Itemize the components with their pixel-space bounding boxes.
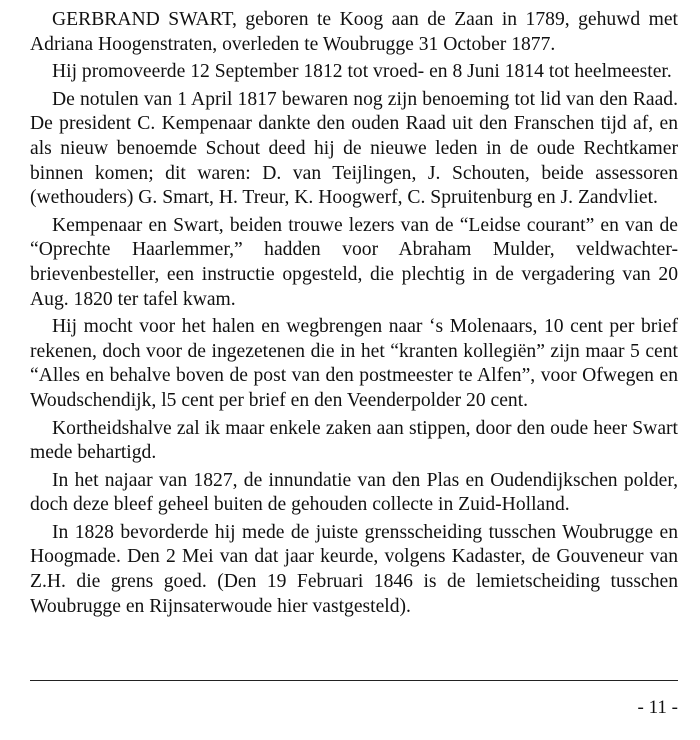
paragraph-promotion: Hij promoveerde 12 September 1812 tot vroed- en 8 Juni 1814 tot heelmeester. (52, 61, 672, 83)
paragraph-postal-rates: Hij mocht voor het halen en wegbrengen naar ‘s Molenaars, 10 cent per brief rekenen, doch voor de ingezetenen die in het “kranten kollegiën” zijn maar 5 cent “Alles en behalve boven de post van den postmeester te Alfen”, voor Ofwegen en Woudschendijk, l5 cent per brief en den Veenderpolder 20 cent. (30, 316, 678, 411)
paragraph-gerbrand-swart: GERBRAND SWART, geboren te Koog aan de Zaan in 1789, gehuwd met Adriana Hoogenstraten, overleden te Woubrugge 31 October 1877. (30, 9, 678, 55)
paragraph-council-minutes: De notulen van 1 April 1817 bewaren nog zijn benoeming tot lid van den Raad. De president C. Kempenaar dankte den ouden Raad uit den Franschen tijd af, en als nieuw benoemde Schout deed hij de nieuwe leden in de oude Rechtkamer binnen komen; dit waren: D. van Teijlingen, J. Schouten, beide assessoren (wethouders) G. Smart, H. Treur, K. Hoogwerf, C. Spruitenburg en J. Zandvliet. (30, 88, 678, 209)
paragraph-border: In 1828 bevorderde hij mede de juiste grensscheiding tusschen Woubrugge en Hoogmade. Den 2 Mei van dat jaar keurde, volgens Kadaster, de Gouveneur van Z.H. die grens goed. (Den 19 Februari 1846 is de lemietscheiding tusschen Woubrugge en Rijnsaterwoude hier vastgesteld). (30, 521, 678, 617)
page-number: - 11 - (637, 697, 678, 718)
footer-divider (30, 680, 678, 681)
paragraph-inundation: In het najaar van 1827, de innundatie van den Plas en Oudendijkschen polder, doch deze bleef geheel buiten de gehouden collecte in Zuid-Holland. (30, 469, 678, 516)
paragraph-instruction: Kempenaar en Swart, beiden trouwe lezers van de “Leidse courant” en van de “Oprechte Haarlemmer,” hadden voor Abraham Mulder, veldwachter-brievenbesteller, een instructie opgesteld, die plechtig in de vergadering van 20 Aug. 1820 ter tafel kwam. (30, 214, 678, 310)
page-body (30, 8, 678, 622)
paragraph-brevity: Kortheidshalve zal ik maar enkele zaken aan stippen, door den oude heer Swart mede behartigd. (30, 417, 678, 464)
